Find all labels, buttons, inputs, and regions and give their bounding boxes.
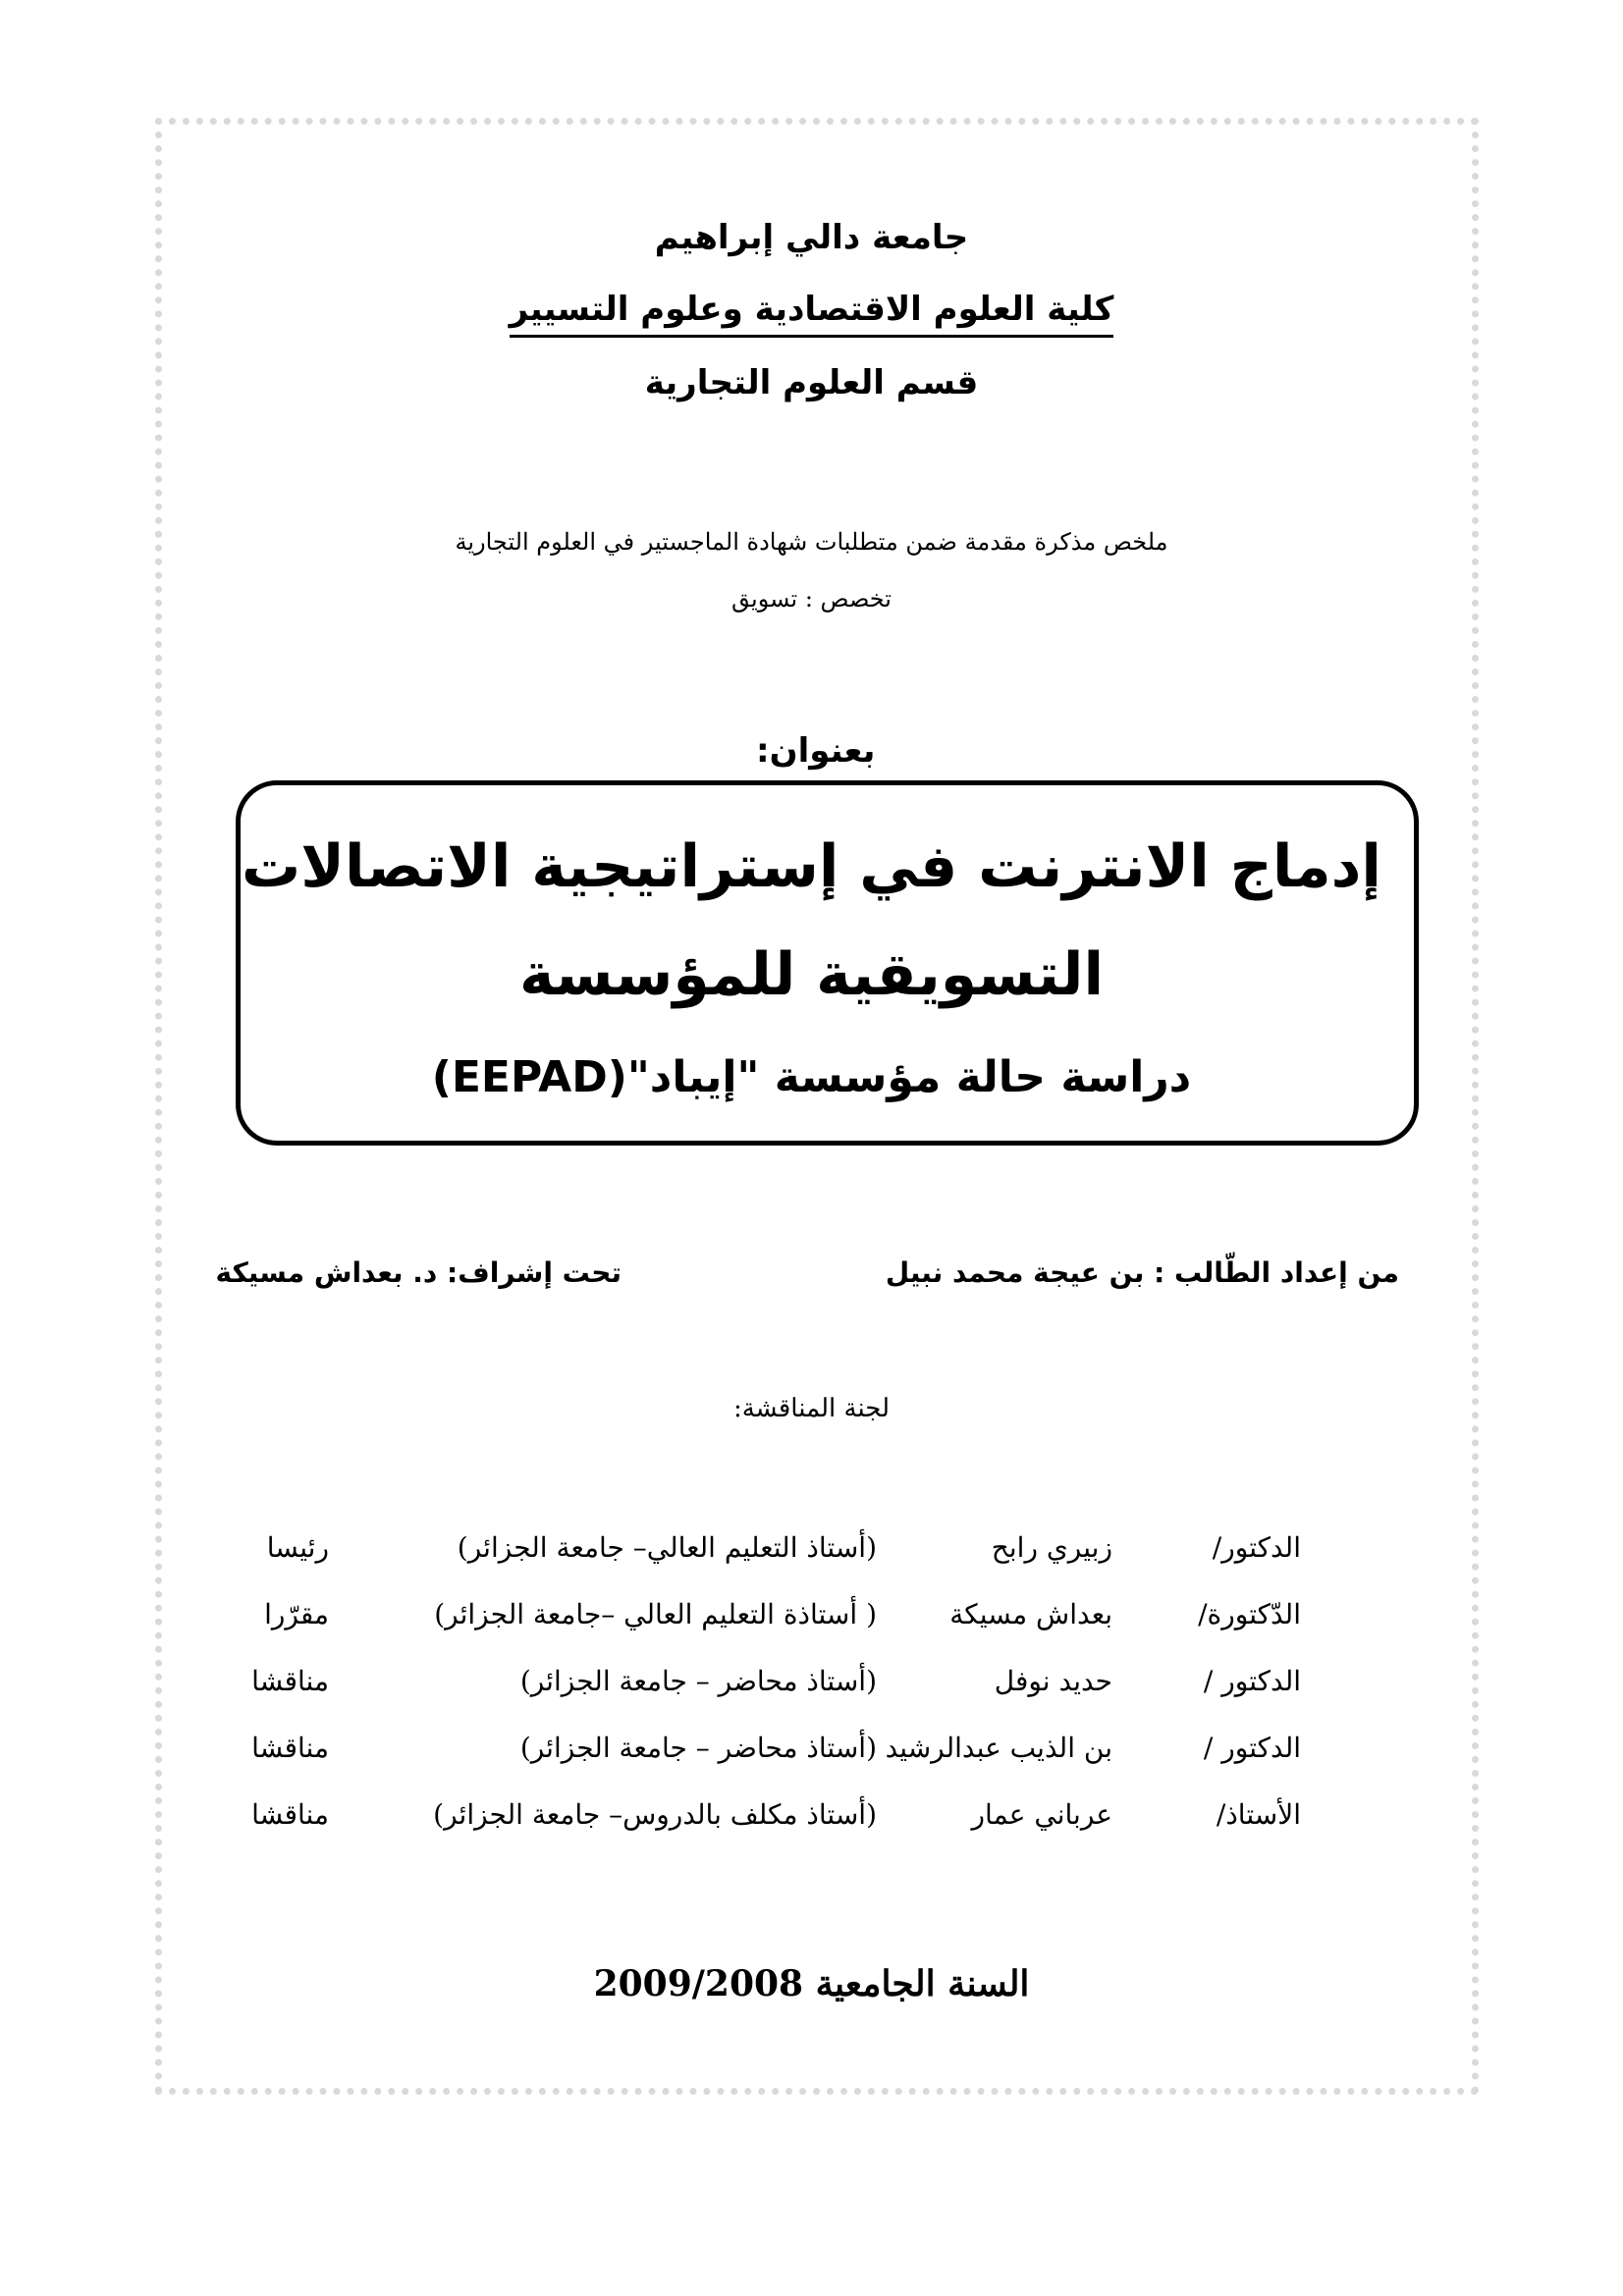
member-role: مقرّرا <box>264 1598 329 1630</box>
member-role: مناقشا <box>251 1798 329 1831</box>
student-name: من إعداد الطّالب : بن عيجة محمد نبيل <box>885 1256 1399 1289</box>
member-name: حديد نوفل <box>994 1665 1112 1697</box>
thesis-title-line-2: التسويقية للمؤسسة <box>518 940 1105 1009</box>
member-title: الدكتور/ <box>1212 1531 1301 1564</box>
academic-year: السنة الجامعية 2009/2008 <box>593 1963 1030 2004</box>
committee-row <box>0 1531 1623 1580</box>
committee-row <box>0 1665 1623 1714</box>
thesis-summary-line: ملخص مذكرة مقدمة ضمن متطلبات شهادة الماجستير في العلوم التجارية <box>455 528 1168 556</box>
thesis-subtitle: دراسة حالة مؤسسة "إيباد"(EEPAD) <box>431 1052 1192 1102</box>
thesis-title-line-1: إدماج الانترنت في إستراتيجية الاتصالات <box>242 832 1381 901</box>
member-description: (أستاذ محاضر – جامعة الجزائر) <box>519 1732 877 1764</box>
specialization: تخصص : تسويق <box>731 585 892 613</box>
university-name: جامعة دالي إبراهيم <box>654 218 969 257</box>
member-title: الدّكتورة/ <box>1198 1598 1301 1630</box>
member-role: رئيسا <box>266 1531 329 1564</box>
member-role: مناقشا <box>251 1665 329 1697</box>
member-title: الدكتور / <box>1203 1665 1301 1697</box>
committee-row <box>0 1598 1623 1647</box>
member-title: الدكتور / <box>1203 1732 1301 1764</box>
department-name: قسم العلوم التجارية <box>644 363 979 402</box>
member-name: بن الذيب عبدالرشيد <box>885 1732 1112 1764</box>
faculty-name-text: كلية العلوم الاقتصادية وعلوم التسيير <box>510 290 1114 338</box>
member-name: عرباني عمار <box>971 1798 1112 1831</box>
member-description: (أستاذ محاضر – جامعة الجزائر) <box>519 1665 877 1697</box>
member-description: (أستاذ التعليم العالي– جامعة الجزائر) <box>457 1531 877 1564</box>
member-name: زبيري رابح <box>991 1531 1112 1564</box>
committee-row <box>0 1798 1623 1847</box>
faculty-name <box>0 290 1623 329</box>
member-name: بعداش مسيكة <box>949 1598 1112 1630</box>
committee-row <box>0 1732 1623 1781</box>
committee-label: لجنة المناقشة: <box>732 1394 891 1423</box>
member-title: الأستاذ/ <box>1216 1798 1301 1831</box>
title-label: بعنوان: <box>756 731 876 771</box>
member-role: مناقشا <box>251 1732 329 1764</box>
supervisor-name: تحت إشراف: د. بعداش مسيكة <box>215 1256 622 1289</box>
member-description: (أستاذ مكلف بالدروس– جامعة الجزائر) <box>433 1798 877 1831</box>
member-description: ( أستاذة التعليم العالي –جامعة الجزائر) <box>434 1598 877 1630</box>
